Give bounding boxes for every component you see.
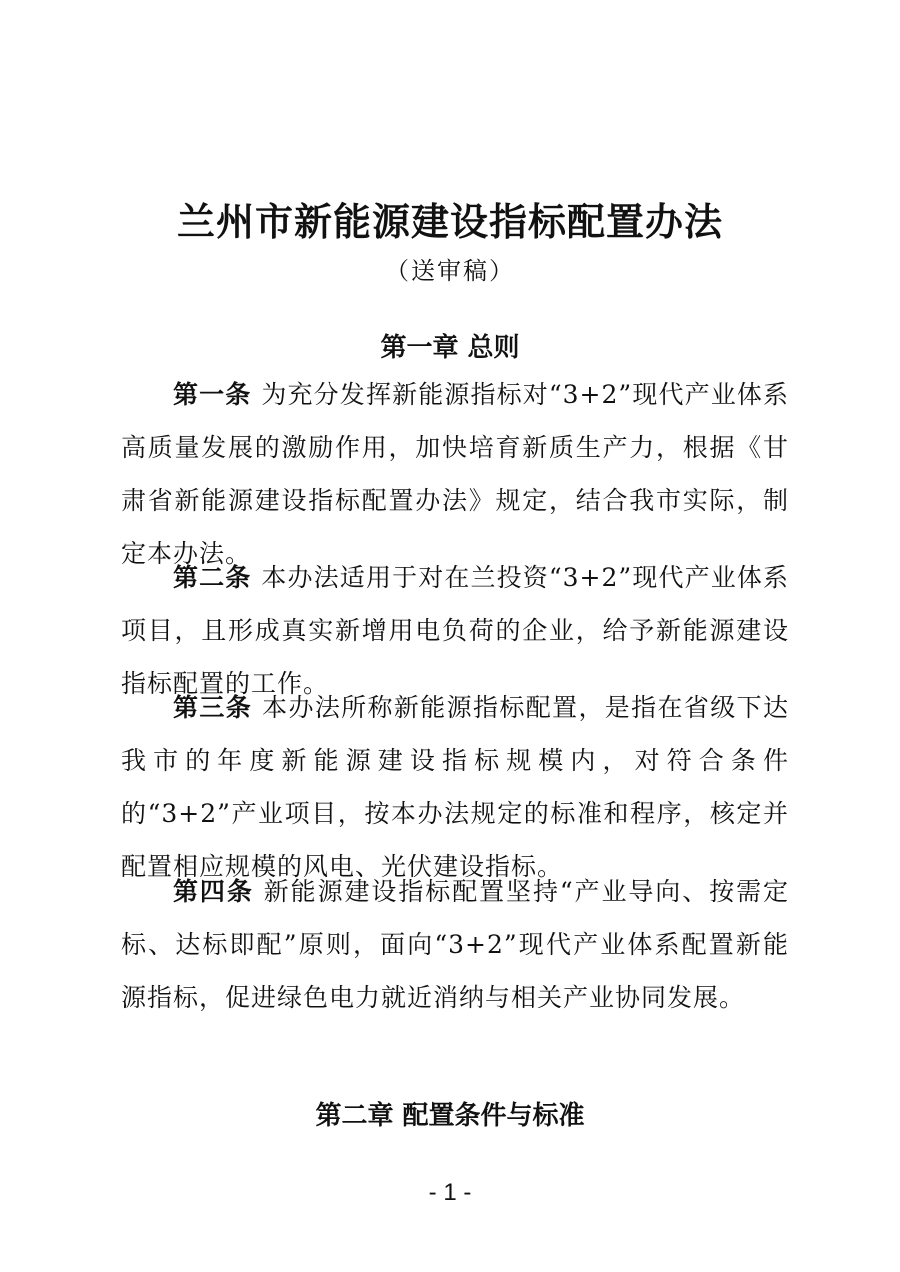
article-1 [121,368,789,580]
article-1-label: 第一条 [173,380,252,409]
document-title: 兰州市新能源建设指标配置办法 [176,200,723,244]
chapter-2-heading: 第二章 配置条件与标准 [315,1101,585,1131]
article-3-text: 本办法所称新能源指标配置，是指在省级下达我市的年度新能源建设指标规模内，对符合条件的“3+2”产业项目，按本办法规定的标准和程序，核定并配置相应规模的风电、光伏建设指标。 [121,693,789,881]
chapter-1-heading: 第一章 总则 [380,333,520,363]
article-1-text: 为充分发挥新能源指标对“3+2”现代产业体系高质量发展的激励作用，加快培育新质生产力，根据《甘肃省新能源建设指标配置办法》规定，结合我市实际，制定本办法。 [121,380,789,568]
document-subtitle: （送审稿） [385,257,515,285]
article-4-text: 新能源建设指标配置坚持“产业导向、按需定标、达标即配”原则，面向“3+2”现代产业体系配置新能源指标，促进绿色电力就近消纳与相关产业协同发展。 [121,877,789,1012]
article-4-label: 第四条 [173,877,254,906]
page-number: - 1 - [428,1179,472,1206]
article-3-label: 第三条 [173,693,253,722]
article-2-label: 第二条 [173,563,252,592]
article-4 [121,865,789,1024]
article-3 [121,681,789,893]
article-2-text: 本办法适用于对在兰投资“3+2”现代产业体系项目，且形成真实新增用电负荷的企业，给予新能源建设指标配置的工作。 [121,563,789,698]
